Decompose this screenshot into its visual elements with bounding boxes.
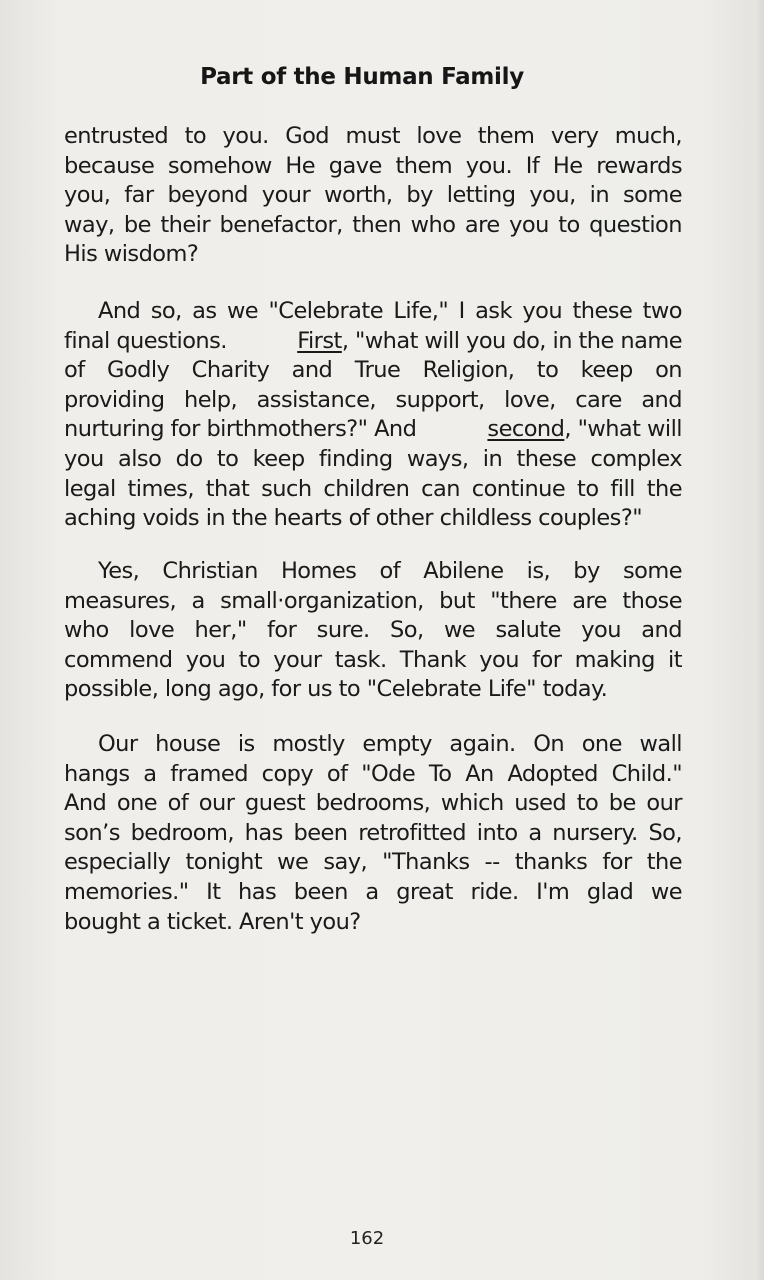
text-line: memories." It has been a great ride. I'm glad we xyxy=(64,878,682,905)
emphasis-second: second xyxy=(487,416,565,443)
text-line: entrusted to you. God must love them very much, xyxy=(64,123,682,149)
page-number: 162 xyxy=(349,1228,385,1249)
text-fragment: nurturing for birthmothers?" And xyxy=(64,416,417,443)
text-line: Yes, Christian Homes of Abilene is, by some xyxy=(98,558,682,584)
text-line: son’s bedroom, has been retrofitted into a nursery. So, xyxy=(64,819,682,846)
text-line: way, be their benefactor, then who are you to question xyxy=(64,211,682,238)
text-line: aching voids in the hearts of other childless couples?" xyxy=(64,505,643,532)
text-line: And one of our guest bedrooms, which used to be our xyxy=(64,790,682,817)
text-line: legal times, that such children can continue to fill the xyxy=(64,475,682,502)
text-line: measures, a small·organization, but "there are those xyxy=(64,587,682,614)
text-line: bought a ticket. Aren't you? xyxy=(64,908,361,935)
text-line xyxy=(64,415,682,445)
running-head: Part of the Human Family xyxy=(200,64,524,90)
text-line: who love her," for sure. So, we salute you and xyxy=(64,617,682,644)
text-line: because somehow He gave them you. If He rewards xyxy=(64,152,682,179)
text-line: especially tonight we say, "Thanks -- thanks for the xyxy=(64,849,682,876)
text-line: you also do to keep finding ways, in these complex xyxy=(64,445,682,472)
emphasis-first: First xyxy=(297,327,342,354)
text-line: possible, long ago, for us to "Celebrate Life" today. xyxy=(64,676,608,703)
paragraph-2 xyxy=(64,297,682,534)
text-line: providing help, assistance, support, love, care and xyxy=(64,386,682,413)
text-line: hangs a framed copy of "Ode To An Adopted Child." xyxy=(64,760,682,787)
text-line: His wisdom? xyxy=(64,241,199,268)
text-line: of Godly Charity and True Religion, to keep on xyxy=(64,357,682,384)
text-line: Our house is mostly empty again. On one wall xyxy=(98,731,682,757)
paragraph-4 xyxy=(64,730,682,937)
text-fragment: , "what will xyxy=(564,416,682,443)
paragraph-1 xyxy=(64,122,682,270)
text-line xyxy=(64,327,682,357)
text-line: you, far beyond your worth, by letting you, in some xyxy=(64,182,682,209)
paragraph-3 xyxy=(64,557,682,705)
text-fragment: final questions. xyxy=(64,327,227,354)
text-fragment: , "what will you do, in the name xyxy=(341,327,682,354)
text-line: And so, as we "Celebrate Life," I ask you these two xyxy=(98,298,682,324)
text-line: commend you to your task. Thank you for making it xyxy=(64,646,682,673)
page-edge-shadow xyxy=(754,0,764,1280)
